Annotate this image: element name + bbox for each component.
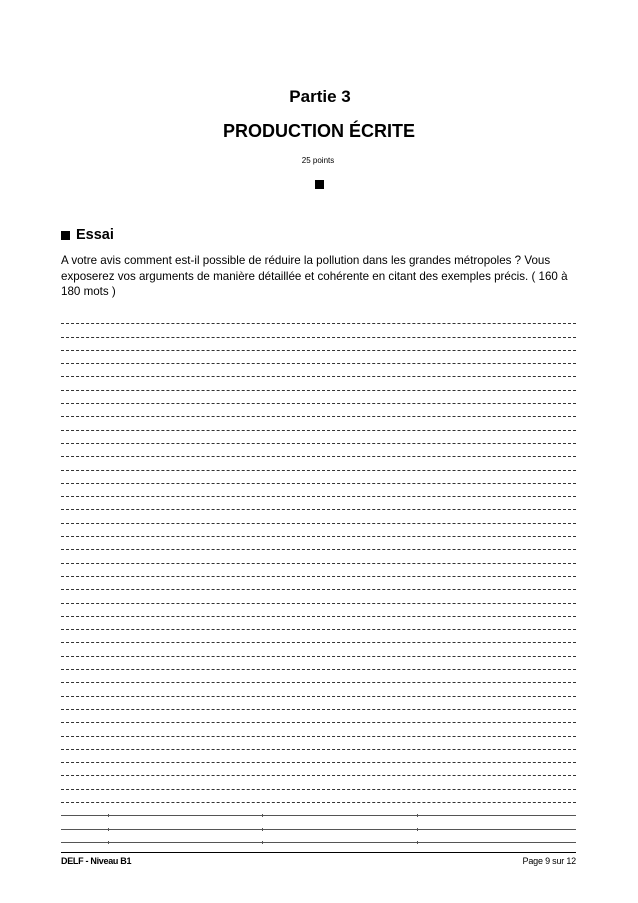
answer-dashed-line[interactable]	[61, 526, 576, 539]
essai-title: Essai	[76, 227, 114, 243]
answer-dashed-line[interactable]	[61, 645, 576, 658]
answer-dashed-line[interactable]	[61, 379, 576, 392]
answer-dashed-line[interactable]	[61, 512, 576, 525]
footer-page-number: Page 9 sur 12	[522, 856, 576, 866]
answer-dashed-line[interactable]	[61, 340, 576, 353]
answer-dashed-line[interactable]	[61, 725, 576, 738]
answer-dashed-line[interactable]	[61, 632, 576, 645]
answer-dashed-line[interactable]	[61, 672, 576, 685]
answer-dashed-line[interactable]	[61, 699, 576, 712]
answer-dashed-line[interactable]	[61, 459, 576, 472]
answer-dashed-line[interactable]	[61, 353, 576, 366]
answer-dashed-line[interactable]	[61, 566, 576, 579]
answer-dashed-line[interactable]	[61, 446, 576, 459]
answer-dashed-line[interactable]	[61, 592, 576, 605]
task-prompt: A votre avis comment est-il possible de réduire la pollution dans les grandes métropoles ? Vous exposerez vos arguments de manière détaillée et cohérente en citant des exemples précis. ( 160 à 180 mots )	[61, 254, 568, 298]
answer-dashed-line[interactable]	[61, 473, 576, 486]
answer-lines[interactable]	[61, 313, 576, 845]
line-tick	[108, 814, 109, 817]
answer-dashed-line[interactable]	[61, 579, 576, 592]
answer-dashed-line[interactable]	[61, 552, 576, 565]
answer-dashed-line[interactable]	[61, 792, 576, 805]
answer-dashed-line[interactable]	[61, 685, 576, 698]
answer-dashed-line[interactable]	[61, 606, 576, 619]
line-tick	[262, 828, 263, 831]
answer-dashed-line[interactable]	[61, 486, 576, 499]
answer-dashed-line[interactable]	[61, 539, 576, 552]
answer-dashed-line[interactable]	[61, 712, 576, 725]
line-tick	[262, 841, 263, 844]
answer-dashed-line[interactable]	[61, 778, 576, 791]
answer-dashed-line[interactable]	[61, 419, 576, 432]
answer-dashed-line[interactable]	[61, 499, 576, 512]
black-square-icon	[61, 231, 70, 240]
answer-dashed-line[interactable]	[61, 326, 576, 339]
points-label: 25 points	[301, 156, 335, 165]
line-tick	[417, 814, 418, 817]
answer-dashed-line[interactable]	[61, 765, 576, 778]
line-tick	[108, 828, 109, 831]
footer-level: DELF - Niveau B1	[61, 856, 132, 866]
line-tick	[262, 814, 263, 817]
answer-dashed-line[interactable]	[61, 393, 576, 406]
answer-dashed-line[interactable]	[61, 739, 576, 752]
answer-dashed-line[interactable]	[61, 619, 576, 632]
essai-heading	[61, 227, 114, 243]
answer-dashed-line[interactable]	[61, 752, 576, 765]
line-tick	[417, 841, 418, 844]
answer-solid-line[interactable]	[61, 832, 576, 845]
answer-dashed-line[interactable]	[61, 366, 576, 379]
answer-dashed-line[interactable]	[61, 313, 576, 326]
answer-dashed-line[interactable]	[61, 433, 576, 446]
page-footer	[61, 852, 576, 866]
answer-solid-line[interactable]	[61, 805, 576, 818]
black-square-icon	[315, 180, 324, 189]
answer-dashed-line[interactable]	[61, 659, 576, 672]
section-title: PRODUCTION ÉCRITE	[222, 121, 415, 141]
answer-solid-line[interactable]	[61, 818, 576, 831]
line-tick	[108, 841, 109, 844]
line-tick	[417, 828, 418, 831]
answer-dashed-line[interactable]	[61, 406, 576, 419]
part-title: Partie 3	[289, 87, 351, 106]
